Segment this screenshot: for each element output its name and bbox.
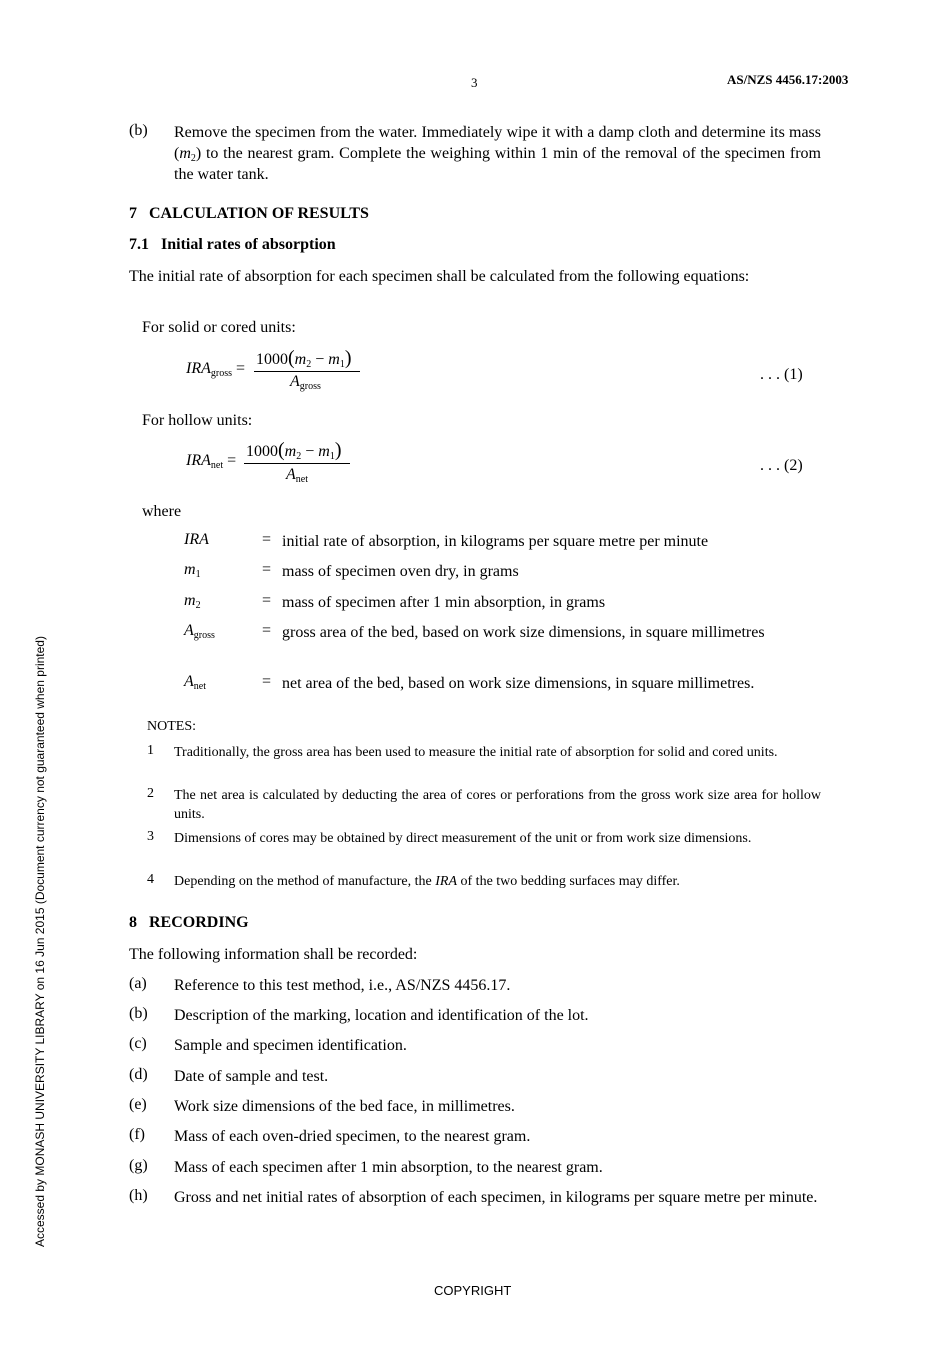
note-3: Dimensions of cores may be obtained by direct measurement of the unit or from work size dimensions.	[174, 831, 752, 846]
section-8-intro: The following information shall be recorded:	[129, 946, 418, 963]
section-7-intro: The initial rate of absorption for each specimen shall be calculated from the following equations:	[129, 268, 750, 285]
section-8-heading: 8 RECORDING	[129, 914, 249, 931]
section-7-1-heading: 7.1 Initial rates of absorption	[129, 236, 336, 253]
access-watermark: Accessed by MONASH UNIVERSITY LIBRARY on 16 Jun 2015 (Document currency not guaranteed when printed)	[33, 636, 47, 1247]
notes-heading: NOTES:	[147, 719, 196, 734]
where-label: where	[142, 503, 182, 520]
solid-units-label: For solid or cored units:	[142, 319, 296, 336]
copyright-footer: COPYRIGHT	[434, 1283, 512, 1298]
equation-1-number: . . . (1)	[760, 366, 803, 383]
note-2: The net area is calculated by deducting the area of cores or perforations from the gross work size area for hollow units.	[174, 788, 821, 822]
note-1: Traditionally, the gross area has been used to measure the initial rate of absorption for solid and cored units.	[174, 745, 778, 760]
section-7-heading: 7 CALCULATION OF RESULTS	[129, 205, 369, 222]
standard-id: AS/NZS 4456.17:2003	[727, 72, 849, 87]
hollow-units-label: For hollow units:	[142, 412, 253, 429]
item-b-label: (b)	[129, 122, 148, 139]
item-b-text: Remove the specimen from the water. Immediately wipe it with a damp cloth and determine its mass $(m_2)$ to the nearest gram. Complete the weighing within 1 min of the removal of the specimen from the water tank.	[174, 124, 821, 183]
page-number: 3	[471, 75, 478, 90]
note-4: Depending on the method of manufacture, the IRA of the two bedding surfaces may differ.	[174, 874, 680, 889]
equation-2-number: . . . (2)	[760, 457, 803, 474]
